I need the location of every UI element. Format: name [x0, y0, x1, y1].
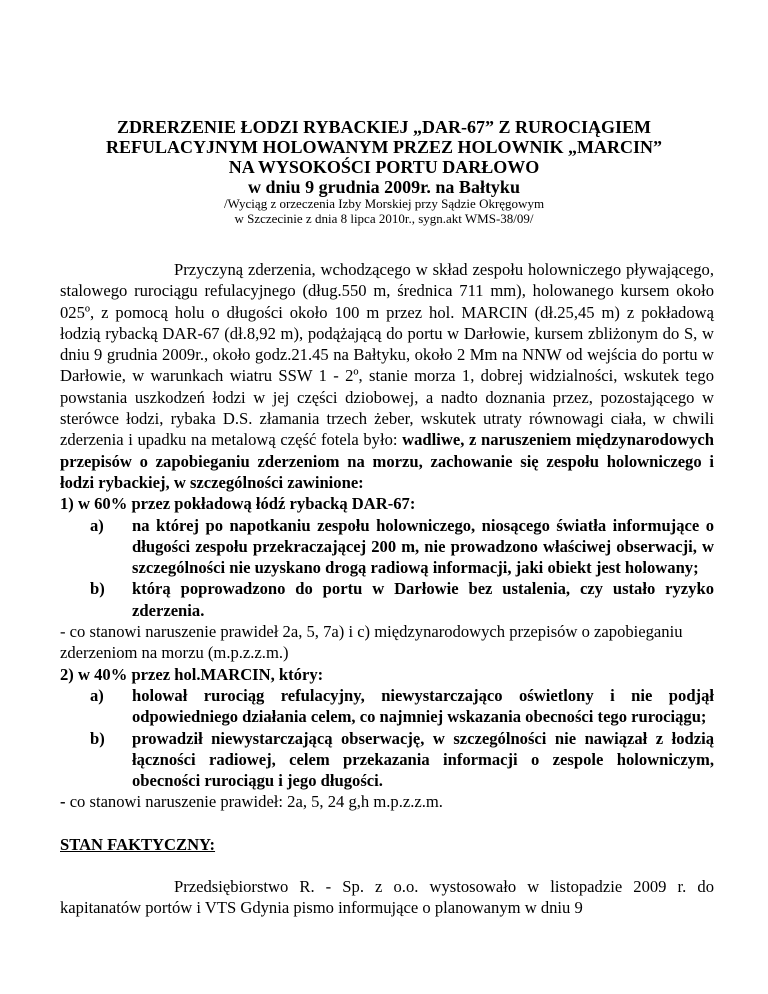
- item-text: prowadził niewystarczającą obserwację, w szczególności nie nawiązał z łodzią łączności radiowej, celem przekazania informacji o zespole holowniczym, obecności rurociągu i jego długości.: [132, 728, 714, 791]
- intro-text: Przyczyną zderzenia, wchodzącego w skład zespołu holowniczego pływającego, stalowego rurociągu refulacyjnego (dług.550 m, średnica 711 mm), holowanego kursem około 025º, z pomocą holu o długości około 100 m przez hol. MARCIN (dł.25,45 m) z pokładową łodzią rybacką DAR-67 (dł.8,92 m), podążającą do portu w Darłowie, kursem zbliżonym do S, w dniu 9 grudnia 2009r., około godz.21.45 na Bałtyku, około 2 Mm na NNW od wejścia do portu w Darłowie, w warunkach wiatru SSW 1 - 2º, stanie morza 1, dobrej widzialności, wskutek tego powstania uszkodzeń łodzi w jej części dziobowej, a nadto doznania przez, pozostającego w sterówce łodzi, rybaka D.S. złamania trzech żeber, wskutek utraty równowagi ciała, w chwili zderzenia i upadku na metalową część fotela było:: [60, 260, 714, 450]
- item-marker: a): [90, 515, 104, 535]
- item-text: na której po napotkaniu zespołu holowniczego, niosącego światła informujące o długości zespołu przekraczającej 200 m, nie prowadzono właściwej obserwacji, w szczególności nie uzyskano drogą radiową informacji, jaki obiekt jest holowany;: [132, 515, 714, 578]
- subtitle-line-1: /Wyciąg z orzeczenia Izby Morskiej przy Sądzie Okręgowym: [223, 196, 545, 211]
- facts-paragraph: Przedsiębiorstwo R. - Sp. z o.o. wystosowało w listopadzie 2009 r. do kapitanatów portów i VTS Gdynia pismo informujące o planowanym w dniu 9: [60, 877, 714, 918]
- document-subtitle: [0, 196, 768, 226]
- section-heading: STAN FAKTYCZNY:: [60, 834, 216, 854]
- point-1-item-a: [60, 515, 714, 579]
- title-line-1: ZDRERZENIE ŁODZI RYBACKIEJ „DAR-67” Z RUROCIĄGIEM: [117, 117, 651, 137]
- point-2-item-a: [60, 685, 714, 728]
- point-2-violation: [60, 791, 714, 812]
- point-2-item-b: [60, 728, 714, 792]
- item-marker: a): [90, 685, 104, 705]
- subtitle-line-2: w Szczecinie z dnia 8 lipca 2010r., sygn.akt WMS-38/09/: [234, 211, 534, 226]
- title-date-line: w dniu 9 grudnia 2009r. na Bałtyku: [248, 177, 520, 197]
- document-body: [60, 259, 714, 919]
- intro-bold-text: wadliwe, z naruszeniem międzynarodowych przepisów o zapobieganiu zderzeniom na morzu, zachowanie się zespołu holowniczego i łodzi rybackiej, w szczególności zawinione:: [60, 430, 714, 492]
- point-1-violation: - co stanowi naruszenie prawideł 2a, 5, 7a) i c) międzynarodowych przepisów o zapobieganiu zderzeniom na morzu (m.p.z.z.m.): [60, 622, 683, 663]
- violation-dash: -: [60, 792, 66, 812]
- item-text: którą poprowadzono do portu w Darłowie bez ustalenia, czy ustało ryzyko zderzenia.: [132, 579, 714, 620]
- title-line-3: NA WYSOKOŚCI PORTU DARŁOWO: [228, 157, 540, 177]
- point-1-item-b: [60, 578, 714, 621]
- point-1-heading: 1) w 60% przez pokładową łódź rybacką DAR-67:: [60, 494, 416, 514]
- title-line-2: REFULACYJNYM HOLOWANYM PRZEZ HOLOWNIK „MARCIN”: [105, 137, 662, 157]
- violation-text: co stanowi naruszenie prawideł: 2a, 5, 24 g,h m.p.z.z.m.: [69, 792, 443, 812]
- item-marker: b): [90, 579, 105, 599]
- item-text: holował rurociąg refulacyjny, niewystarczająco oświetlony i nie podjął odpowiedniego działania celem, co najmniej wskazania obecności tego rurociągu;: [132, 685, 714, 727]
- document-title: [0, 117, 768, 197]
- point-2-heading: 2) w 40% przez hol.MARCIN, który:: [60, 664, 324, 684]
- item-marker: b): [90, 728, 105, 748]
- intro-paragraph: [60, 259, 714, 493]
